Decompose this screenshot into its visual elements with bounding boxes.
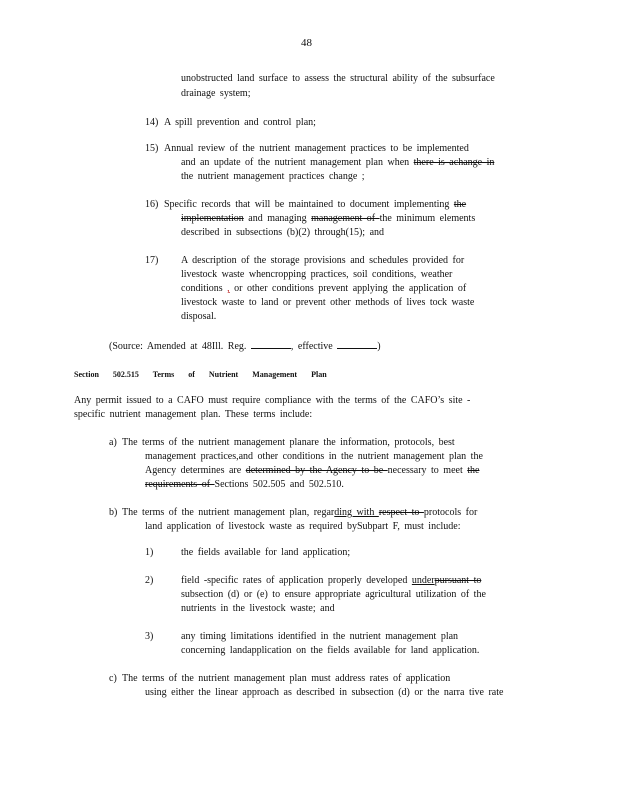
sub-item2-inserted-text: under [411, 575, 435, 586]
sub-item1-text: the fields available for land application; [181, 547, 351, 558]
item15-line1: Annual review of the nutrient management practices to be implemented [164, 143, 469, 154]
para-b-line1 [122, 506, 477, 520]
section-heading: Section 502.515 Terms of Nutrient Management Plan [74, 370, 327, 379]
sub-item2-line1 [181, 574, 481, 588]
item13-line1: unobstructed land surface to assess the structural ability of the subsurface [181, 73, 495, 84]
item15-line3: the nutrient management practices change ; [181, 171, 365, 182]
item14-number: 14) [145, 117, 159, 128]
para-a-deleted-text-2: the [467, 465, 480, 476]
sub-item2-line2: subsection (d) or (e) to ensure appropriate agricultural utilization of the [181, 589, 486, 600]
para-c-line1: The terms of the nutrient management plan must address rates of application [122, 673, 451, 684]
para-a-line3-text: Agency determines are [145, 465, 246, 476]
sub-item2-deleted-text: pursuant to [434, 575, 482, 586]
item14-text: A spill prevention and control plan; [164, 117, 316, 128]
source-note-close: ) [377, 341, 381, 352]
item15-line2-text: and an update of the nutrient management plan when [181, 157, 414, 168]
item17-line3-text: conditions [181, 283, 228, 294]
para-a-line3 [145, 464, 479, 478]
page-number: 48 [301, 37, 312, 49]
item16-line2-end: the minimum elements [379, 213, 476, 224]
para-a-line1: The terms of the nutrient management planare the information, protocols, best [122, 437, 455, 448]
sub-item2-line1-text: field -specific rates of application properly developed [181, 575, 412, 586]
register-blank [251, 338, 291, 349]
para-a-line3-mid: necessary to meet [387, 465, 468, 476]
para-a-line2: management practices,and other conditions in the nutrient management plan the [145, 451, 483, 462]
item16-deleted-text-3: management of [311, 213, 380, 224]
item13-line2: drainage system; [181, 88, 251, 99]
sub-item1-number: 1) [145, 547, 154, 558]
sub-item2-number: 2) [145, 575, 154, 586]
source-note [109, 338, 381, 354]
item16-line3: described in subsections (b)(2) through(15); and [181, 227, 385, 238]
item17-line1: A description of the storage provisions and schedules provided for [181, 255, 465, 266]
para-b-label: b) [109, 507, 118, 518]
para-a-label: a) [109, 437, 117, 448]
item17-inserted-comma: , [227, 283, 230, 294]
item16-line1 [164, 198, 466, 212]
para-c-line2: using either the linear approach as described in subsection (d) or the narra tive rate [145, 687, 504, 698]
intro-line2: specific nutrient management plan. These terms include: [74, 409, 313, 420]
para-b-line1-end: protocols for [423, 507, 478, 518]
intro-line1: Any permit issued to a CAFO must require compliance with the terms of the CAFO’s site - [74, 395, 471, 406]
para-a-line4 [145, 478, 344, 492]
effective-date-blank [337, 338, 377, 349]
item15-deleted-text: there is achange in [413, 157, 495, 168]
para-a-line4-text: Sections 502.505 and 502.510. [214, 479, 344, 490]
para-b-line1-text: The terms of the nutrient management plan, regar [122, 507, 335, 518]
item16-line1-text: Specific records that will be maintained to document implementing [164, 199, 454, 210]
item17-line3-end: or other conditions prevent applying the application of [229, 283, 467, 294]
para-a-deleted-text-3: requirements of [145, 479, 215, 490]
para-b-inserted-text: ding with [334, 507, 379, 518]
sub-item2-line3: nutrients in the livestock waste; and [181, 603, 335, 614]
sub-item3-line2: concerning landapplication on the fields available for land application. [181, 645, 480, 656]
item17-line2: livestock waste whencropping practices, soil conditions, weather [181, 269, 453, 280]
para-b-deleted-text: respect to [378, 507, 424, 518]
sub-item3-line1: any timing limitations identified in the nutrient management plan [181, 631, 459, 642]
source-note-effective: , effective [290, 341, 333, 352]
item17-line5: disposal. [181, 311, 217, 322]
item17-line3 [181, 282, 466, 296]
para-c-label: c) [109, 673, 117, 684]
item16-deleted-text-2: implementation [181, 213, 244, 224]
para-a-deleted-text-1: determined by the Agency to be [245, 465, 388, 476]
item16-deleted-text-1: the [453, 199, 467, 210]
sub-item3-number: 3) [145, 631, 154, 642]
item17-line4: livestock waste to land or prevent other methods of lives tock waste [181, 297, 475, 308]
item15-line2 [181, 156, 494, 170]
item16-line2 [181, 212, 475, 226]
item15-number: 15) [145, 143, 159, 154]
item17-number: 17) [145, 255, 159, 266]
item16-line2-text: and managing [243, 213, 312, 224]
para-b-line2: land application of livestock waste as required bySubpart F, must include: [145, 521, 461, 532]
item16-number: 16) [145, 199, 159, 210]
source-note-text: (Source: Amended at 48Ill. Reg. [109, 341, 247, 352]
